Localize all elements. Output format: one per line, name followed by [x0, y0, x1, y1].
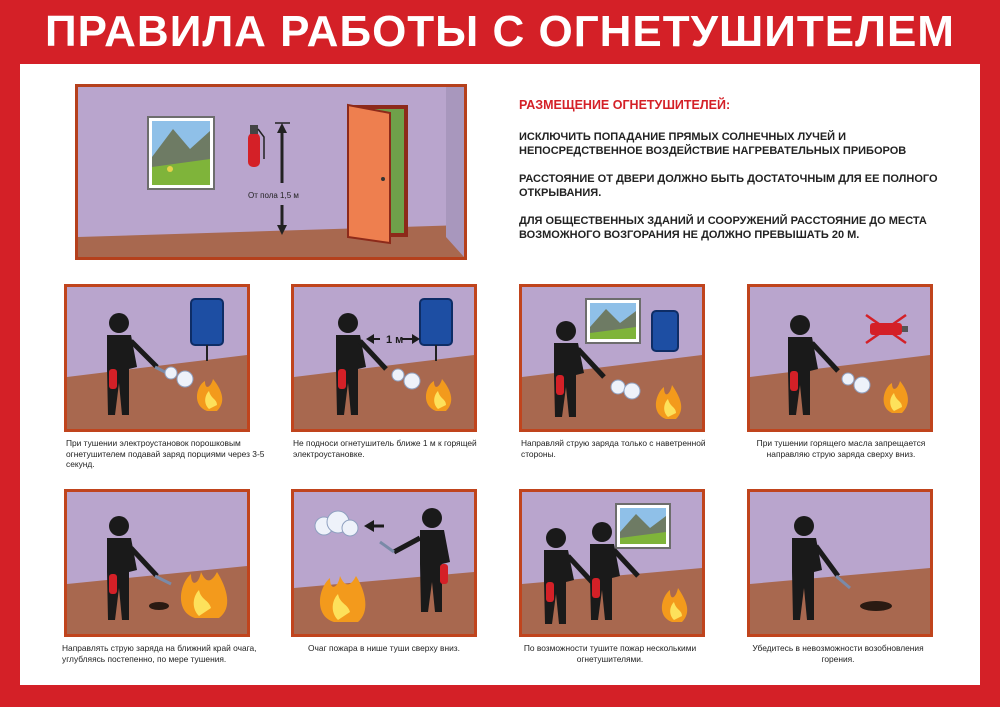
- direction-arrow: [364, 520, 374, 532]
- panel-scene: [294, 287, 474, 429]
- caption-niche-fire: Очаг пожара в нише туши сверху вниз.: [308, 643, 460, 653]
- powder-cloud: [315, 511, 358, 536]
- panel-scene: [750, 287, 930, 429]
- electrical-box: [652, 311, 678, 351]
- panel-niche-fire: [291, 489, 477, 637]
- open-door: [348, 105, 408, 243]
- poster-sheet: [20, 64, 980, 685]
- extinguisher-icon: [109, 574, 117, 594]
- electrical-box: [191, 299, 223, 361]
- extinguisher-icon: [790, 371, 798, 391]
- panel-scene: [750, 492, 930, 634]
- height-label: От пола 1,5 м: [248, 191, 299, 200]
- caption-oil-fire: При тушении горящего масла запрещается направляю струю заряда сверху вниз.: [756, 438, 926, 459]
- placement-heading: РАЗМЕЩЕНИЕ ОГНЕТУШИТЕЛЕЙ:: [519, 98, 731, 112]
- fire-icon: [320, 576, 365, 622]
- panel-electrical-portions: [64, 284, 250, 432]
- landscape-picture: [148, 117, 214, 189]
- caption-no-reignition: Убедитесь в невозможности возобновления горения.: [752, 643, 924, 664]
- extinguisher-icon: [556, 375, 564, 395]
- panel-scene: [67, 287, 247, 429]
- caption-near-edge: Направлять струю заряда на ближний край очага, углубляясь постепенно, по мере тушения.: [62, 643, 257, 664]
- panel-scene: [67, 492, 247, 634]
- caption-windward-side: Направляй струю заряда только с наветренной стороны.: [521, 438, 706, 459]
- extinguisher-icon: [109, 369, 117, 389]
- placement-rule-door: РАССТОЯНИЕ ОТ ДВЕРИ ДОЛЖНО БЫТЬ ДОСТАТОЧНЫМ ДЛЯ ЕЕ ПОЛНОГО ОТКРЫВАНИЯ.: [519, 173, 938, 199]
- extinguisher-icon: [592, 578, 600, 598]
- panel-scene: [522, 492, 702, 634]
- extinguisher-icon: [546, 582, 554, 602]
- electrical-box: [420, 299, 452, 361]
- caption-keep-distance: Не подноси огнетушитель ближе 1 м к горящей электроустановке.: [293, 438, 477, 459]
- caption-electrical-portions: При тушении электроустановок порошковым огнетушителем подавай заряд порциями через 3-5 секунд.: [66, 438, 265, 469]
- extinguisher-icon: [440, 564, 448, 584]
- panel-several-extinguishers: [519, 489, 705, 637]
- burnt-spot: [860, 601, 892, 611]
- panel-oil-fire: [747, 284, 933, 432]
- room-scene: [78, 87, 464, 257]
- panel-scene: [522, 287, 702, 429]
- placement-rule-sunlight: ИСКЛЮЧИТЬ ПОПАДАНИЕ ПРЯМЫХ СОЛНЕЧНЫХ ЛУЧЕЙ И НЕПОСРЕДСТВЕННОЕ ВОЗДЕЙСТВИЕ НАГРЕВАТЕЛЬНЫХ ПРИБОРОВ: [519, 131, 907, 157]
- distance-label: 1 м: [386, 334, 404, 346]
- burnt-spot: [149, 602, 169, 610]
- landscape-picture: [616, 504, 670, 548]
- panel-windward-side: [519, 284, 705, 432]
- placement-rule-distance: ДЛЯ ОБЩЕСТВЕННЫХ ЗДАНИЙ И СООРУЖЕНИЙ РАССТОЯНИЕ ДО МЕСТА ВОЗМОЖНОГО ВОЗГОРАНИЯ НЕ ДОЛЖНО ПРЕВЫШАТЬ 20 М.: [519, 215, 927, 241]
- panel-keep-distance: [291, 284, 477, 432]
- caption-several-extinguishers: По возможности тушите пожар несколькими огнетушителями.: [523, 643, 697, 664]
- landscape-picture: [586, 299, 640, 343]
- panel-no-reignition: [747, 489, 933, 637]
- panel-near-edge: [64, 489, 250, 637]
- placement-info: [519, 98, 969, 256]
- extinguisher-icon: [338, 369, 346, 389]
- prohibited-extinguisher-icon: [866, 315, 908, 343]
- room-illustration: [75, 84, 467, 260]
- spray-nozzle: [380, 542, 394, 552]
- poster-title: ПРАВИЛА РАБОТЫ С ОГНЕТУШИТЕЛЕМ: [45, 7, 955, 56]
- fire-icon: [181, 572, 227, 618]
- panel-scene: [294, 492, 474, 634]
